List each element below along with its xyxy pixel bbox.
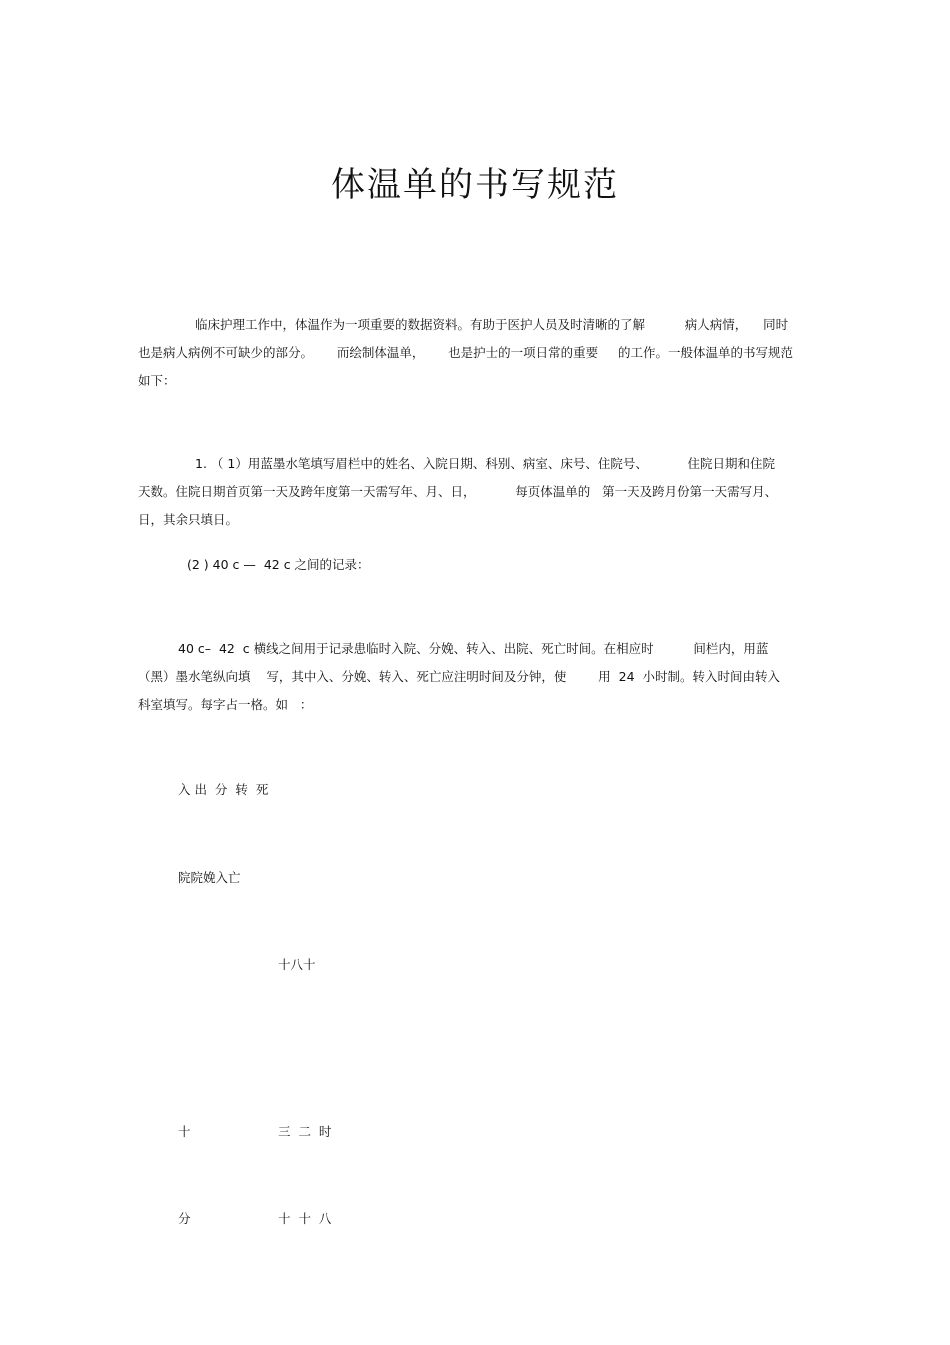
item2-heading: (2 ) 40 c — 42 c 之间的记录：: [187, 557, 370, 572]
item1-line-2: 天数。住院日期首页第一天及跨年度第一天需写年、月、日， 每页体温单的 第一天及跨月份第一天需写月、: [138, 484, 778, 499]
example-row-5-left: 分: [178, 1211, 191, 1226]
item2-body-line-3: 科室填写。每字占一格。如 ：: [138, 697, 313, 712]
item2-body-line-1: 40 c– 42 c 横线之间用于记录患临时入院、分娩、转入、出院、死亡时间。在相应时 间栏内，用蓝: [178, 641, 769, 656]
example-row-4-left: 十: [178, 1124, 191, 1139]
example-row-2: 院院娩入亡: [178, 870, 241, 885]
intro-line-1: 临床护理工作中，体温作为一项重要的数据资料。有助于医护人员及时清晰的了解 病人病情， 同时: [195, 317, 789, 332]
example-row-4-right: 三 二 时: [278, 1124, 332, 1139]
intro-line-2: 也是病人病例不可缺少的部分。 而绘制体温单， 也是护士的一项日常的重要 的工作。一般体温单的书写规范: [138, 345, 794, 360]
item2-body-line-2: （黑）墨水笔纵向填 写，其中入、分娩、转入、死亡应注明时间及分钟，使 用 24 小时制。转入时间由转入: [138, 669, 780, 684]
item1-line-3: 日，其余只填日。: [138, 512, 239, 527]
example-row-5-right: 十 十 八: [278, 1211, 332, 1226]
document-title: 体温单的书写规范: [331, 165, 619, 205]
item1-line-1: 1. （ 1）用蓝墨水笔填写眉栏中的姓名、入院日期、科别、病室、床号、住院号、 住院日期和住院: [195, 456, 776, 471]
intro-line-3: 如下：: [138, 373, 176, 388]
example-row-1: 入 出 分 转 死: [178, 782, 269, 797]
example-row-3: 十八十: [278, 957, 316, 972]
